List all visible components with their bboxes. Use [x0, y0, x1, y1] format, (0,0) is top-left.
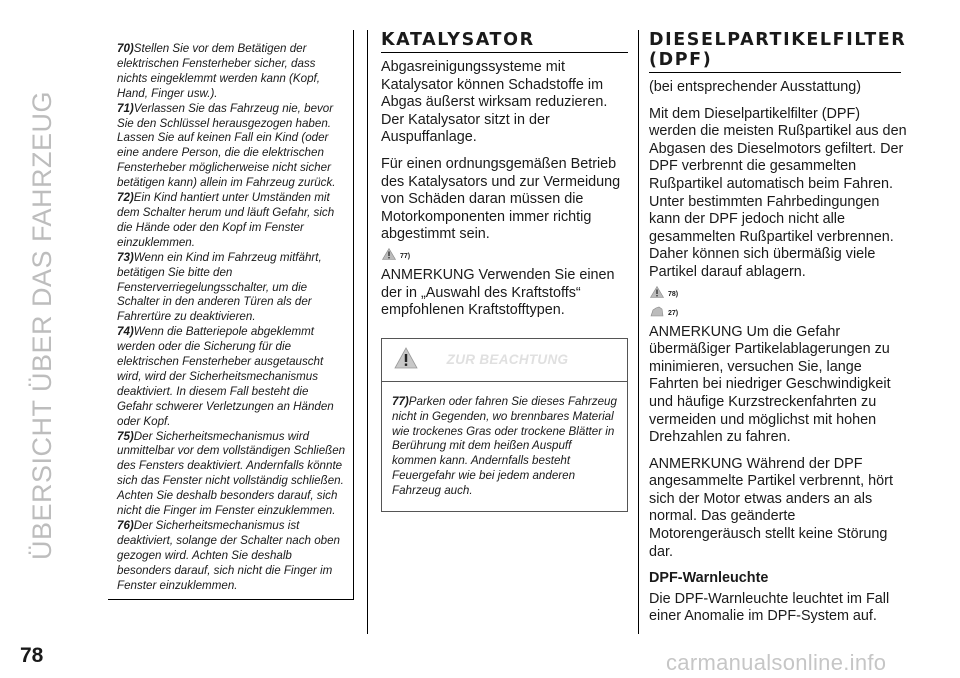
- paragraph: Abgasreinigungssysteme mit Katalysator können Schadstoffe im Abgas äußerst wirksam reduzieren. Der Katalysator sitzt in der Auspuffanlage.: [381, 59, 608, 146]
- paragraph: (bei entsprechender Ausstattung): [649, 79, 861, 95]
- warning-triangle-icon: [382, 248, 396, 260]
- caution-text: 77)Parken oder fahren Sie dieses Fahrzeug nicht in Gegenden, wo brennbares Material wie trockenes Gras oder trockene Blätter in Berührung mit dem heißen Auspuff kommen kann. Andernfalls besteht Feuergefahr wie bei jedem anderen Fahrzeug auch.: [392, 394, 617, 498]
- paragraph: ANMERKUNG Verwenden Sie einen der in „Auswahl des Kraftstoffs“ empfohlenen Kraftstofftypen.: [381, 266, 615, 319]
- safety-notes-box: [108, 30, 354, 600]
- reference-number: 77): [400, 252, 411, 260]
- katalysator-section: [381, 30, 628, 512]
- caution-hand-icon: [650, 305, 664, 317]
- note-74: 74)Wenn die Batteriepole abgeklemmt werden oder die Sicherung für die elektrischen Fensterheber ausgetauscht wird, wird der Sicherheitsmechanismus deaktiviert. In diesem Fall besteht die Gefahr schwerer Verletzungen an Händen oder Kopf.: [117, 325, 334, 428]
- paragraph: Die DPF-Warnleuchte leuchtet im Fall einer Anomalie im DPF-System auf.: [649, 590, 890, 625]
- footer-watermark: carmanualsonline.info: [666, 650, 887, 675]
- column-divider: [638, 30, 639, 634]
- warning-triangle-icon: [394, 347, 418, 369]
- caution-reference: [650, 305, 911, 317]
- section-heading: DIESELPARTIKELFILTER (DPF): [649, 30, 901, 73]
- page-number: 78: [20, 644, 44, 667]
- section-title-text: ÜBERSICHT ÜBER DAS FAHRZEUG: [27, 90, 58, 560]
- note-71: 71)Verlassen Sie das Fahrzeug nie, bevor Sie den Schlüssel herausgezogen haben. Lassen Sie auf keinen Fall ein Kind (oder eine andere Person, die die elektrischen Fensterheber möglicherweise nicht sicher betätigen kann) allein im Fahrzeug zurück.: [117, 101, 336, 190]
- note-75: 75)Der Sicherheitsmechanismus wird unmittelbar vor dem vollständigen Schließen des Fensters deaktiviert. Andernfalls könnte sich das Fenster nicht vollständig schließen. Achten Sie deshalb besonders darauf, sich nicht die Finger im Fenster einzuklemmen.: [117, 429, 346, 518]
- warning-reference: [382, 248, 628, 260]
- dpf-section: [649, 30, 911, 635]
- column-divider: [367, 30, 368, 634]
- subheading: DPF-Warnleuchte: [649, 570, 769, 587]
- section-heading: KATALYSATOR: [381, 30, 628, 53]
- note-72: 72)Ein Kind hantiert unter Umständen mit dem Schalter herum und läuft Gefahr, sich die Hände oder den Kopf im Fenster einzuklemmen.: [117, 191, 335, 249]
- caution-box: [381, 338, 628, 512]
- note-76: 76)Der Sicherheitsmechanismus ist deaktiviert, solange der Schalter nach oben gezogen wird. Achten Sie deshalb besonders darauf, sich nicht die Finger im Fenster einzuklemmen.: [117, 519, 340, 592]
- paragraph: ANMERKUNG Um die Gefahr übermäßiger Partikelablagerungen zu minimieren, versuchen Sie, lange Fahrten bei niedriger Geschwindigkeit und häufige Kurzstreckenfahrten zu vermeiden und möglichst mit hohen Drehzahlen zu fahren.: [649, 323, 891, 446]
- paragraph: Für einen ordnungsgemäßen Betrieb des Katalysators und zur Vermeidung von Schäden daran müssen die Motorkomponenten immer richtig abgestimmt sein.: [381, 155, 621, 243]
- caution-title: ZUR BEACHTUNG: [446, 352, 569, 368]
- note-73: 73)Wenn ein Kind im Fahrzeug mitfährt, betätigen Sie bitte den Fensterverriegelungsschalter, um die Schalter in den anderen Türen als der Fahrertüre zu deaktivieren.: [117, 250, 322, 324]
- warning-triangle-icon: [650, 286, 664, 298]
- paragraph: ANMERKUNG Während der DPF angesammelte Partikel verbrennt, hört sich der Motor etwas anders an als normal. Das geänderte Motorengeräusch stellt keine Störung dar.: [649, 455, 893, 560]
- caution-body: [382, 382, 627, 511]
- sidebar-section-title: [18, 30, 68, 620]
- warning-reference: [650, 286, 911, 298]
- reference-number: 78): [668, 290, 679, 298]
- paragraph: Mit dem Dieselpartikelfilter (DPF) werden die meisten Rußpartikel aus den Abgasen des Dieselmotors gefiltert. Der DPF verbrennt die gesammelten Rußpartikel automatisch beim Fahren. Unter bestimmten Fahrbedingungen kann der DPF jedoch nicht alle gesammelten Rußpartikel verbrennen. Daher können sich übermäßig viele Partikel darauf ablagern.: [649, 105, 907, 280]
- caution-header: [382, 338, 627, 382]
- note-70: 70)Stellen Sie vor dem Betätigen der elektrischen Fensterheber sicher, dass nichts eingeklemmt werden kann (Kopf, Hand, Finger usw.).: [117, 42, 320, 100]
- reference-number: 27): [668, 309, 679, 317]
